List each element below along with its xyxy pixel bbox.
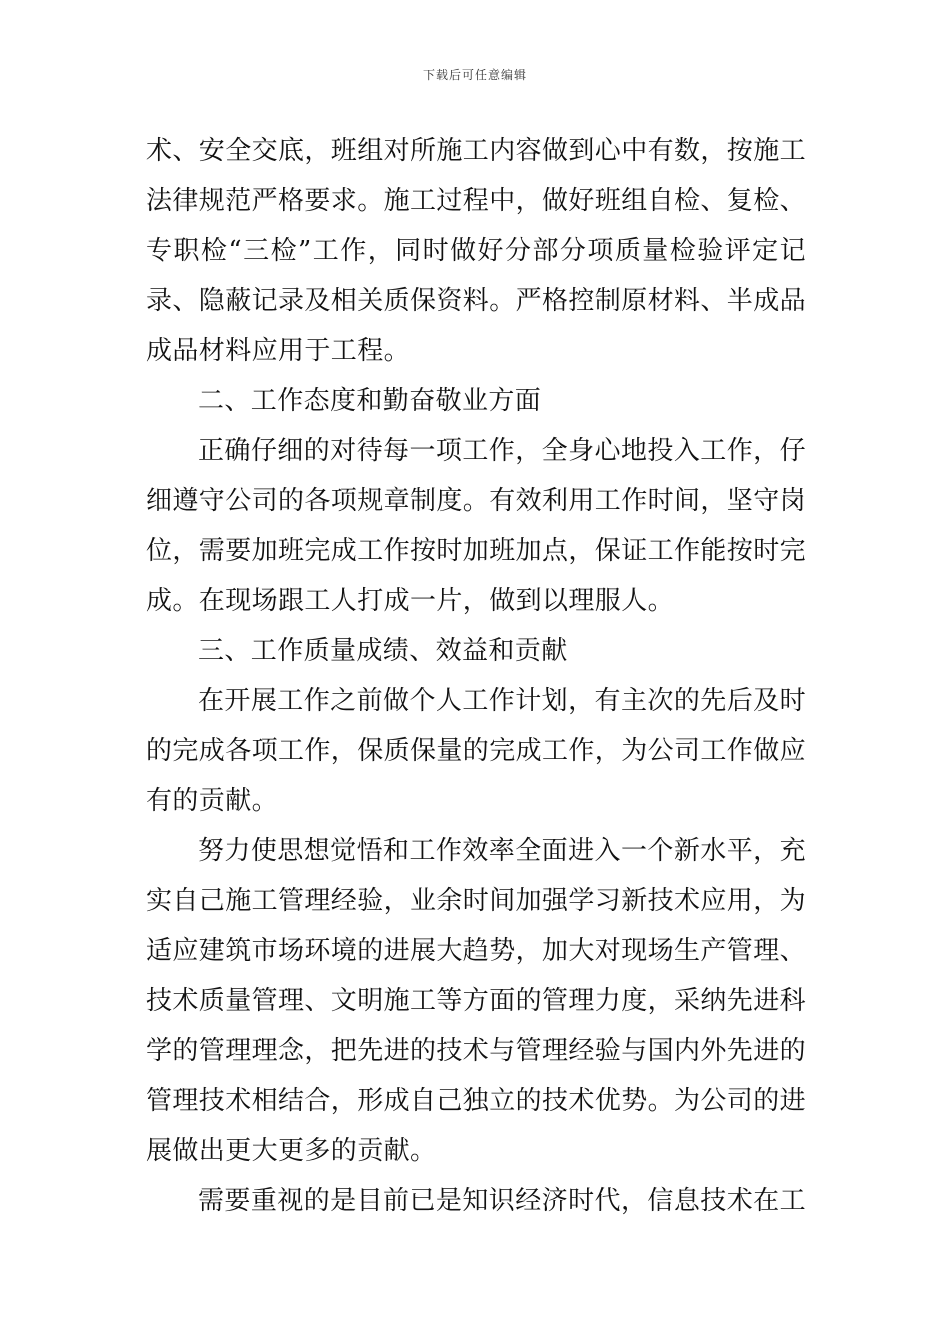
- text-line: 有的贡献。: [146, 786, 279, 816]
- text-line: 成。在现场跟工人打成一片，做到以理服人。: [146, 586, 675, 616]
- text-line: 位，需要加班完成工作按时加班加点，保证工作能按时完: [146, 536, 806, 566]
- text-line: 专职检“三检”工作，同时做好分部分项质量检验评定记: [146, 236, 806, 266]
- document-body: [146, 126, 806, 1226]
- text-line: 在开展工作之前做个人工作计划，有主次的先后及时: [198, 686, 806, 716]
- text-line: 管理技术相结合，形成自己独立的技术优势。为公司的进: [146, 1086, 806, 1116]
- text-line: 适应建筑市场环境的进展大趋势，加大对现场生产管理、: [146, 936, 806, 966]
- text-line: 的完成各项工作，保质保量的完成工作，为公司工作做应: [146, 736, 806, 766]
- text-line: 法律规范严格要求。施工过程中，做好班组自检、复检、: [146, 186, 806, 216]
- heading-line: 三、工作质量成绩、效益和贡献: [198, 636, 568, 666]
- paragraph: [146, 826, 806, 1176]
- text-line: 技术质量管理、文明施工等方面的管理力度，采纳先进科: [146, 986, 806, 1016]
- section-heading: [146, 376, 806, 426]
- text-line: 成品材料应用于工程。: [146, 336, 411, 366]
- page-header: 下载后可任意编辑: [422, 68, 527, 82]
- text-line: 学的管理理念，把先进的技术与管理经验与国内外先进的: [146, 1036, 806, 1066]
- text-line: 努力使思想觉悟和工作效率全面进入一个新水平，充: [198, 836, 806, 866]
- heading-line: 二、工作态度和勤奋敬业方面: [198, 386, 542, 416]
- text-line: 正确仔细的对待每一项工作，全身心地投入工作，仔: [198, 436, 806, 466]
- paragraph: [146, 676, 806, 826]
- paragraph: [146, 126, 806, 376]
- section-heading: [146, 626, 806, 676]
- text-line: 需要重视的是目前已是知识经济时代，信息技术在工: [198, 1186, 806, 1216]
- text-line: 细遵守公司的各项规章制度。有效利用工作时间，坚守岗: [146, 486, 806, 516]
- text-line: 展做出更大更多的贡献。: [146, 1136, 437, 1166]
- paragraph: [146, 1176, 806, 1226]
- text-line: 实自己施工管理经验，业余时间加强学习新技术应用，为: [146, 886, 806, 916]
- text-line: 术、安全交底，班组对所施工内容做到心中有数，按施工: [146, 136, 806, 166]
- paragraph: [146, 426, 806, 626]
- text-line: 录、隐蔽记录及相关质保资料。严格控制原材料、半成品: [146, 286, 806, 316]
